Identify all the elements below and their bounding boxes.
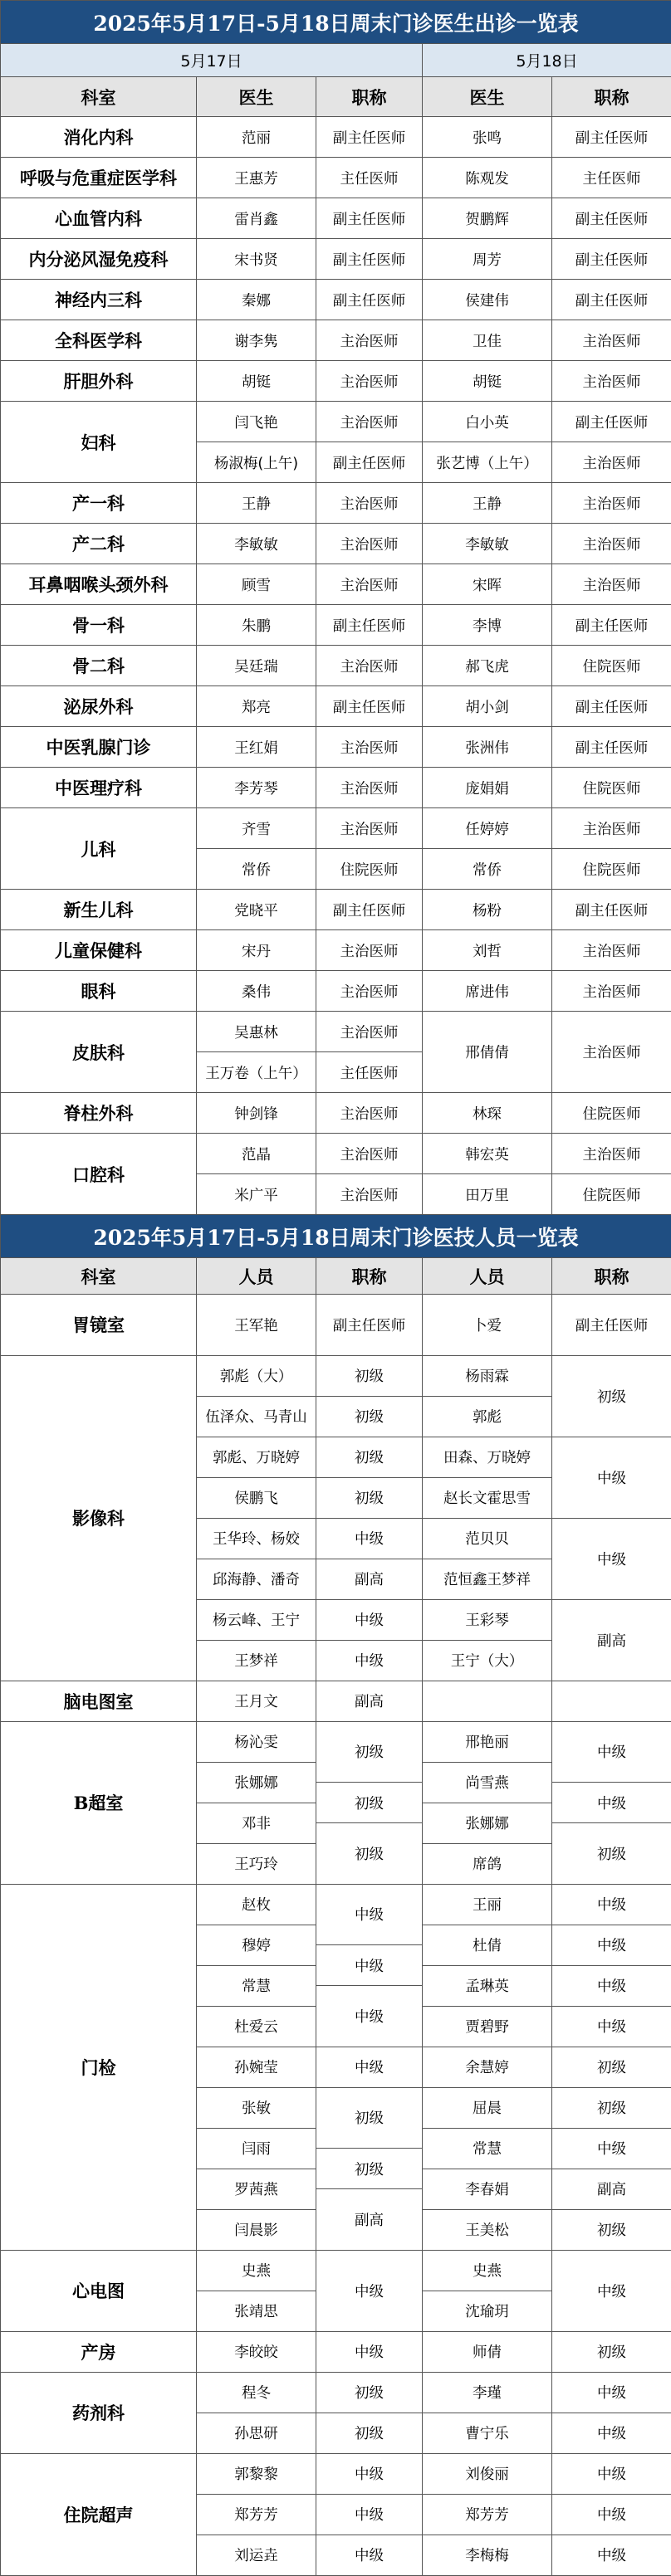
doctor-name: 谢李隽 [196, 320, 316, 361]
staff-name: 王彩琴 [422, 1599, 552, 1641]
staff-name: 郑芳芳 [422, 2494, 552, 2535]
doctor-title: 主治医师 [551, 1011, 671, 1093]
doctor-name: 李敏敏 [422, 523, 552, 564]
dept-name: 口腔科 [0, 1133, 197, 1215]
staff-name: 屈晨 [422, 2087, 552, 2129]
staff-name: 孙婉莹 [196, 2047, 316, 2088]
dept-name: 心电图 [0, 2250, 197, 2332]
staff-name: 邱海静、潘奇 [196, 1559, 316, 1600]
staff-name: 贾碧野 [422, 2006, 552, 2047]
staff-name: 赵长文霍思雪 [422, 1477, 552, 1519]
dept-name: 眼科 [0, 970, 197, 1012]
staff-title: 中级 [316, 2047, 423, 2088]
staff-title: 中级 [551, 2453, 671, 2495]
doctor-title: 主治医师 [316, 807, 423, 849]
staff-name: 邢艳丽 [422, 1721, 552, 1763]
staff-name: 卜爱 [422, 1294, 552, 1356]
staff-name: 张靖思 [196, 2291, 316, 2332]
doctor-name: 席进伟 [422, 970, 552, 1012]
doctor-name: 闫飞艳 [196, 401, 316, 442]
staff-title: 初级 [551, 2047, 671, 2088]
dept-name: 药剂科 [0, 2372, 197, 2454]
doctor-title: 住院医师 [551, 1173, 671, 1215]
doctor-header: 医生 [422, 76, 552, 117]
staff-name: 杨沁雯 [196, 1721, 316, 1763]
staff-name: 郭彪、万晓婷 [196, 1437, 316, 1478]
staff-name [422, 1681, 552, 1722]
staff-title: 中级 [551, 1782, 671, 1823]
doctor-title: 副主任医师 [551, 889, 671, 930]
doctor-name: 常侨 [422, 848, 552, 890]
doctor-title: 主治医师 [551, 564, 671, 605]
staff-name: 沈瑜玥 [422, 2291, 552, 2332]
dept-name: 心血管内科 [0, 198, 197, 239]
doctor-title: 主治医师 [316, 482, 423, 524]
doctor-title: 主治医师 [316, 970, 423, 1012]
staff-title: 初级 [316, 2087, 423, 2149]
doctor-name: 田万里 [422, 1173, 552, 1215]
doctor-name: 贺鹏辉 [422, 198, 552, 239]
title-header: 职称 [316, 76, 423, 117]
doctor-title: 主治医师 [551, 929, 671, 971]
staff-title: 副高 [551, 2169, 671, 2210]
doctor-title: 主任医师 [551, 157, 671, 198]
staff-title: 中级 [551, 1884, 671, 1925]
doctor-name: 郑亮 [196, 685, 316, 727]
staff-name: 王月文 [196, 1681, 316, 1722]
staff-title [551, 1681, 671, 1722]
staff-name: 田森、万晓婷 [422, 1437, 552, 1478]
doctor-name: 王静 [422, 482, 552, 524]
doctor-name: 李芳琴 [196, 767, 316, 808]
date-header-day2: 5月18日 [422, 43, 671, 77]
doctor-title: 副主任医师 [551, 604, 671, 646]
staff-name: 王宁（大） [422, 1640, 552, 1681]
dept-header: 科室 [0, 1257, 197, 1295]
staff-name: 席鸽 [422, 1843, 552, 1885]
doctor-title: 副主任医师 [316, 279, 423, 320]
staff-name: 李瑾 [422, 2372, 552, 2413]
dept-name: 内分泌风湿免疫科 [0, 238, 197, 280]
dept-name: 产一科 [0, 482, 197, 524]
dept-name: 儿童保健科 [0, 929, 197, 971]
doctor-name: 刘哲 [422, 929, 552, 971]
staff-title: 初级 [316, 2148, 423, 2189]
doctor-title: 副主任医师 [316, 685, 423, 727]
staff-name: 王美松 [422, 2209, 552, 2251]
doctor-name: 李敏敏 [196, 523, 316, 564]
doctor-title: 主任医师 [316, 1051, 423, 1093]
doctor-name: 宋书贤 [196, 238, 316, 280]
staff-title: 中级 [551, 1721, 671, 1783]
staff-title: 初级 [551, 2331, 671, 2373]
staff-name: 闫晨影 [196, 2209, 316, 2251]
staff-title: 初级 [316, 1396, 423, 1437]
doctor-title: 住院医师 [551, 848, 671, 890]
dept-name: 骨一科 [0, 604, 197, 646]
doctor-title: 主治医师 [316, 1011, 423, 1052]
doctor-name: 胡铤 [422, 360, 552, 402]
staff-title: 中级 [316, 1599, 423, 1641]
doctor-title: 副主任医师 [551, 279, 671, 320]
staff-name: 侯鹏飞 [196, 1477, 316, 1519]
doctor-title: 副主任医师 [551, 726, 671, 768]
dept-name: B超室 [0, 1721, 197, 1885]
staff-name: 李皎皎 [196, 2331, 316, 2373]
doctor-name: 周芳 [422, 238, 552, 280]
staff-title: 中级 [551, 2250, 671, 2332]
doctor-title: 住院医师 [551, 1092, 671, 1134]
staff-title: 初级 [316, 1477, 423, 1519]
staff-name: 孙思研 [196, 2413, 316, 2454]
staff-title: 中级 [551, 2494, 671, 2535]
staff-name: 李春娟 [422, 2169, 552, 2210]
doctor-name: 庞娟娟 [422, 767, 552, 808]
staff-title: 中级 [316, 1884, 423, 1946]
doctor-name: 桑伟 [196, 970, 316, 1012]
staff-title: 中级 [316, 2535, 423, 2576]
doctors-title: 2025年5月17日-5月18日周末门诊医生出诊一览表 [0, 0, 671, 44]
doctor-name: 陈观发 [422, 157, 552, 198]
staff-title: 中级 [551, 1437, 671, 1519]
doctor-name: 胡铤 [196, 360, 316, 402]
doctor-title: 主治医师 [316, 929, 423, 971]
doctor-name: 张鸣 [422, 116, 552, 158]
staff-name: 郭黎黎 [196, 2453, 316, 2495]
staff-title: 副主任医师 [551, 1294, 671, 1356]
doctor-name: 朱鹏 [196, 604, 316, 646]
staff-title: 中级 [551, 1965, 671, 2007]
staff-name: 刘运垚 [196, 2535, 316, 2576]
staff-title: 副主任医师 [316, 1294, 423, 1356]
doctor-name: 雷肖鑫 [196, 198, 316, 239]
dept-name: 影像科 [0, 1355, 197, 1681]
dept-name: 耳鼻咽喉头颈外科 [0, 564, 197, 605]
doctor-name: 党晓平 [196, 889, 316, 930]
doctor-name: 杨淑梅(上午) [196, 442, 316, 483]
doctor-title: 副主任医师 [316, 198, 423, 239]
staff-name: 范贝贝 [422, 1518, 552, 1559]
doctor-name: 吴惠林 [196, 1011, 316, 1052]
staff-name: 郑芳芳 [196, 2494, 316, 2535]
dept-name: 中医乳腺门诊 [0, 726, 197, 768]
staff-title: 初级 [316, 1437, 423, 1478]
doctor-title: 主治医师 [316, 1092, 423, 1134]
title-header: 职称 [551, 76, 671, 117]
doctor-title: 主治医师 [551, 1133, 671, 1174]
staff-name: 闫雨 [196, 2128, 316, 2169]
doctor-title: 主治医师 [551, 320, 671, 361]
doctor-title: 副主任医师 [551, 685, 671, 727]
staff-title: 初级 [316, 1721, 423, 1783]
doctor-name: 任婷婷 [422, 807, 552, 849]
staff-title: 初级 [316, 1782, 423, 1823]
doctor-title: 主治医师 [551, 807, 671, 849]
dept-name: 神经内三科 [0, 279, 197, 320]
staff-title: 副高 [551, 1599, 671, 1681]
staff-title: 初级 [316, 2372, 423, 2413]
staff-header: 人员 [422, 1257, 552, 1295]
doctor-name: 米广平 [196, 1173, 316, 1215]
staff-title: 中级 [551, 2372, 671, 2413]
dept-name: 门检 [0, 1884, 197, 2251]
staff-name: 邓非 [196, 1803, 316, 1844]
doctor-name: 吴廷瑞 [196, 645, 316, 686]
staff-title: 中级 [551, 2413, 671, 2454]
doctor-name: 范丽 [196, 116, 316, 158]
doctor-title: 主治医师 [316, 564, 423, 605]
doctor-title: 主治医师 [316, 1133, 423, 1174]
staff-title: 初级 [316, 1822, 423, 1885]
staff-title: 中级 [316, 1985, 423, 2047]
doctor-title: 主治医师 [316, 320, 423, 361]
staff-title: 初级 [316, 1355, 423, 1397]
staff-title: 初级 [316, 2413, 423, 2454]
dept-name: 脑电图室 [0, 1681, 197, 1722]
doctor-name: 林琛 [422, 1092, 552, 1134]
dept-name: 全科医学科 [0, 320, 197, 361]
staff-name: 伍泽众、马青山 [196, 1396, 316, 1437]
doctor-title: 主治医师 [551, 482, 671, 524]
doctor-name: 秦娜 [196, 279, 316, 320]
staff-title: 中级 [551, 2535, 671, 2576]
doctor-title: 副主任医师 [316, 442, 423, 483]
doctor-title: 主治医师 [316, 1173, 423, 1215]
doctor-name: 李博 [422, 604, 552, 646]
doctor-title: 主治医师 [316, 523, 423, 564]
doctor-title: 主治医师 [316, 767, 423, 808]
staff-header: 人员 [196, 1257, 316, 1295]
doctor-title: 主治医师 [316, 645, 423, 686]
doctor-name: 张艺博（上午） [422, 442, 552, 483]
doctor-name: 齐雪 [196, 807, 316, 849]
staff-title: 中级 [551, 2006, 671, 2047]
doctor-header: 医生 [196, 76, 316, 117]
staff-title: 中级 [551, 1925, 671, 1966]
staff-name: 杨云峰、王宁 [196, 1599, 316, 1641]
staff-title: 副高 [316, 1681, 423, 1722]
doctor-title: 主治医师 [316, 401, 423, 442]
staff-name: 王军艳 [196, 1294, 316, 1356]
staff-name: 史燕 [422, 2250, 552, 2291]
dept-header: 科室 [0, 76, 197, 117]
staff-title: 初级 [551, 1355, 671, 1437]
staff-name: 范恒鑫王梦祥 [422, 1559, 552, 1600]
doctor-title: 主治医师 [551, 442, 671, 483]
staff-name: 张娜娜 [422, 1803, 552, 1844]
dept-name: 新生儿科 [0, 889, 197, 930]
doctor-name: 宋晖 [422, 564, 552, 605]
doctor-name: 侯建伟 [422, 279, 552, 320]
doctor-name: 胡小剑 [422, 685, 552, 727]
staff-title: 中级 [316, 1944, 423, 1986]
doctor-name: 张洲伟 [422, 726, 552, 768]
doctor-name: 卫佳 [422, 320, 552, 361]
staff-name: 王巧玲 [196, 1843, 316, 1885]
staff-name: 杜爱云 [196, 2006, 316, 2047]
doctor-title: 主治医师 [551, 523, 671, 564]
staff-name: 师倩 [422, 2331, 552, 2373]
dept-name: 中医理疗科 [0, 767, 197, 808]
doctor-name: 常侨 [196, 848, 316, 890]
doctor-title: 住院医师 [551, 645, 671, 686]
staff-name: 罗茜燕 [196, 2169, 316, 2210]
dept-name: 产二科 [0, 523, 197, 564]
staff-name: 杨雨霖 [422, 1355, 552, 1397]
dept-name: 肝胆外科 [0, 360, 197, 402]
doctor-title: 副主任医师 [551, 238, 671, 280]
staff-name: 孟琳英 [422, 1965, 552, 2007]
staff-name: 李梅梅 [422, 2535, 552, 2576]
dept-name: 胃镜室 [0, 1294, 197, 1356]
staff-title: 副高 [316, 1559, 423, 1600]
staff-name: 郭彪 [422, 1396, 552, 1437]
doctor-title: 副主任医师 [316, 238, 423, 280]
staff-title: 初级 [551, 2209, 671, 2251]
doctor-name: 邢倩倩 [422, 1011, 552, 1093]
staff-name: 程冬 [196, 2372, 316, 2413]
staff-name: 常慧 [422, 2128, 552, 2169]
doctor-name: 宋丹 [196, 929, 316, 971]
doctor-title: 主任医师 [316, 157, 423, 198]
doctor-name: 韩宏英 [422, 1133, 552, 1174]
dept-name: 呼吸与危重症医学科 [0, 157, 197, 198]
staff-title: 中级 [316, 2250, 423, 2332]
dept-name: 泌尿外科 [0, 685, 197, 727]
staff-title: 初级 [551, 2087, 671, 2129]
doctor-name: 顾雪 [196, 564, 316, 605]
staff-name: 张敏 [196, 2087, 316, 2129]
dept-name: 儿科 [0, 807, 197, 890]
staff-name: 王梦祥 [196, 1640, 316, 1681]
staff-name: 郭彪（大） [196, 1355, 316, 1397]
doctor-name: 王静 [196, 482, 316, 524]
staff-title: 中级 [316, 2453, 423, 2495]
staff-title: 中级 [316, 2331, 423, 2373]
doctor-title: 副主任医师 [551, 401, 671, 442]
staff-title: 中级 [551, 1518, 671, 1600]
title-header: 职称 [316, 1257, 423, 1295]
staff-name: 曹宁乐 [422, 2413, 552, 2454]
dept-name: 消化内科 [0, 116, 197, 158]
doctor-title: 副主任医师 [551, 198, 671, 239]
doctor-name: 王万卷（上午） [196, 1051, 316, 1093]
doctor-title: 主治医师 [551, 970, 671, 1012]
dept-name: 住院超声 [0, 2453, 197, 2576]
staff-title: 中级 [316, 1518, 423, 1559]
staff-title: 中级 [551, 2128, 671, 2169]
date-header-day1: 5月17日 [0, 43, 423, 77]
staff-name: 张娜娜 [196, 1762, 316, 1803]
doctor-name: 王惠芳 [196, 157, 316, 198]
dept-name: 脊柱外科 [0, 1092, 197, 1134]
staff-title: 副高 [316, 2188, 423, 2251]
staff-name: 王华玲、杨姣 [196, 1518, 316, 1559]
staff-title: 中级 [316, 2494, 423, 2535]
staff-name: 常慧 [196, 1965, 316, 2007]
doctor-name: 郝飞虎 [422, 645, 552, 686]
staff-name: 尚雪燕 [422, 1762, 552, 1803]
staff-name: 史燕 [196, 2250, 316, 2291]
doctor-title: 主治医师 [316, 360, 423, 402]
doctor-title: 副主任医师 [316, 604, 423, 646]
staff-name: 杜倩 [422, 1925, 552, 1966]
doctor-title: 住院医师 [551, 767, 671, 808]
doctor-name: 王红娟 [196, 726, 316, 768]
staff-title: 中级 [316, 1640, 423, 1681]
dept-name: 皮肤科 [0, 1011, 197, 1093]
doctor-title: 副主任医师 [316, 116, 423, 158]
doctor-title: 住院医师 [316, 848, 423, 890]
technicians-title: 2025年5月17日-5月18日周末门诊医技人员一览表 [0, 1214, 671, 1258]
staff-title: 初级 [551, 1822, 671, 1885]
doctor-title: 主治医师 [551, 360, 671, 402]
staff-name: 赵枚 [196, 1884, 316, 1925]
dept-name: 骨二科 [0, 645, 197, 686]
doctor-name: 范晶 [196, 1133, 316, 1174]
dept-name: 产房 [0, 2331, 197, 2373]
staff-name: 王丽 [422, 1884, 552, 1925]
doctor-name: 白小英 [422, 401, 552, 442]
staff-name: 穆婷 [196, 1925, 316, 1966]
staff-name: 刘俊丽 [422, 2453, 552, 2495]
doctor-title: 主治医师 [316, 726, 423, 768]
staff-name: 余慧婷 [422, 2047, 552, 2088]
doctor-name: 钟剑锋 [196, 1092, 316, 1134]
title-header: 职称 [551, 1257, 671, 1295]
doctor-title: 副主任医师 [316, 889, 423, 930]
doctor-title: 副主任医师 [551, 116, 671, 158]
doctor-name: 杨粉 [422, 889, 552, 930]
dept-name: 妇科 [0, 401, 197, 483]
